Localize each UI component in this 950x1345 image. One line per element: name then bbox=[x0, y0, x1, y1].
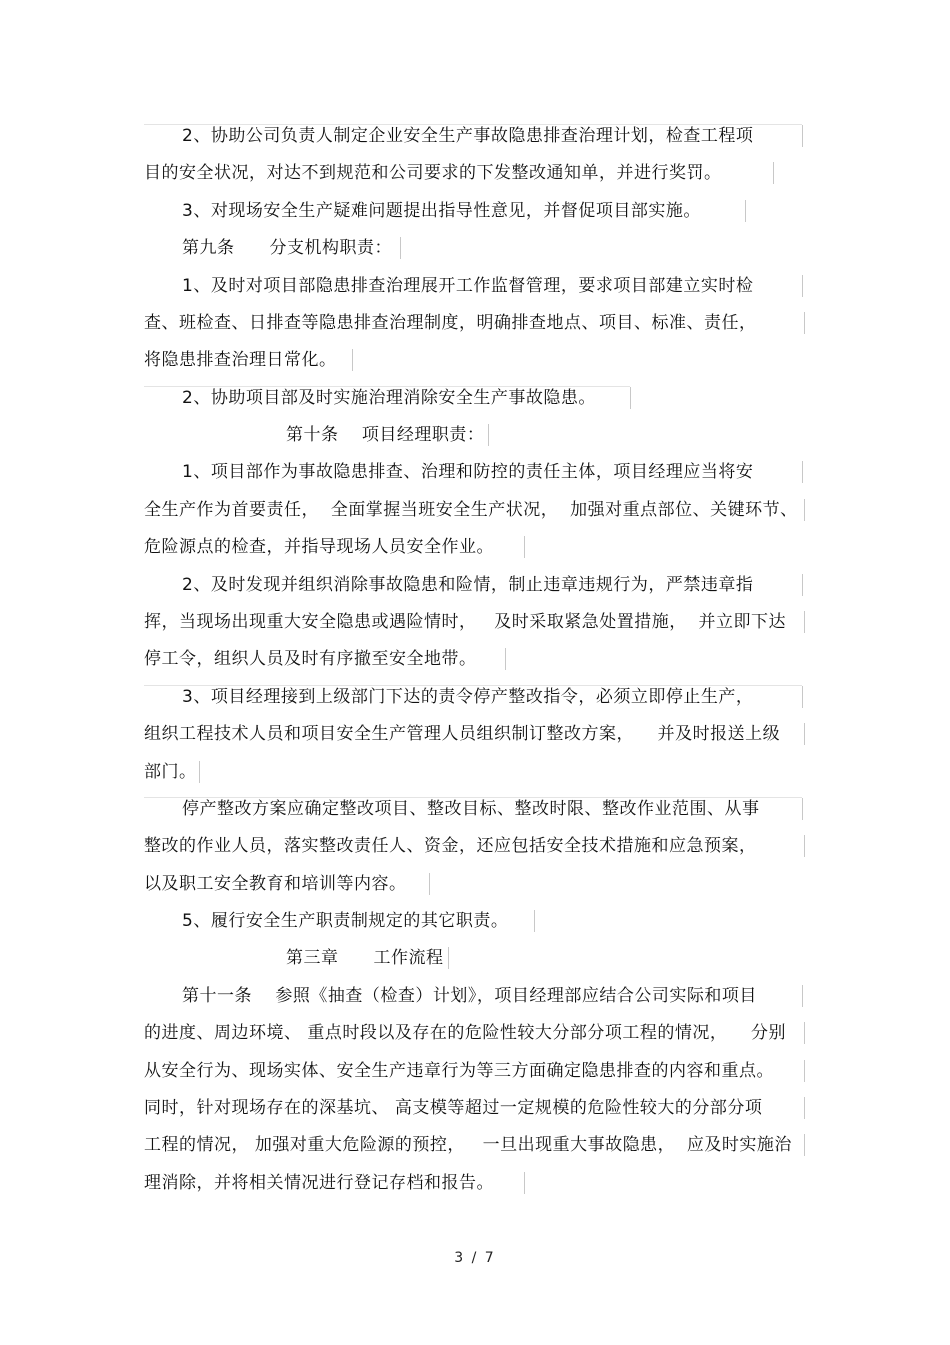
text-block-edge bbox=[804, 312, 805, 334]
text-line: 组织工程技术人员和项目安全生产管理人员组织制订整改方案， 并及时报送上级 bbox=[144, 724, 781, 744]
text-block-edge bbox=[802, 798, 803, 820]
text-line: 危险源点的检查，并指导现场人员安全作业。 bbox=[144, 537, 494, 557]
chapter-heading: 第三章 工作流程 bbox=[286, 948, 444, 968]
text-line: 停工令，组织人员及时有序撤至安全地带。 bbox=[144, 649, 477, 669]
text-line: 3、对现场安全生产疑难问题提出指导性意见，并督促项目部实施。 bbox=[182, 201, 701, 221]
section-heading: 第十条 项目经理职责： bbox=[286, 425, 485, 445]
text-line: 整改的作业人员，落实整改责任人、资金，还应包括安全技术措施和应急预案， bbox=[144, 836, 757, 856]
page-number: 3 / 7 bbox=[454, 1250, 496, 1266]
text-line: 停产整改方案应确定整改项目、整改目标、整改时限、整改作业范围、从事 bbox=[182, 799, 760, 819]
text-block-edge bbox=[400, 237, 401, 259]
text-line: 同时，针对现场存在的深基坑、 高支模等超过一定规模的危险性较大的分部分项 bbox=[144, 1098, 763, 1118]
text-line: 2、协助项目部及时实施治理消除安全生产事故隐患。 bbox=[182, 388, 596, 408]
text-line: 3、项目经理接到上级部门下达的责令停产整改指令，必须立即停止生产， bbox=[182, 687, 754, 707]
text-line: 目的安全状况，对达不到规范和公司要求的下发整改通知单，并进行奖罚。 bbox=[144, 163, 722, 183]
text-line: 理消除，并将相关情况进行登记存档和报告。 bbox=[144, 1173, 494, 1193]
text-block-top-edge bbox=[144, 386, 630, 387]
text-block-edge bbox=[804, 723, 805, 745]
text-block-edge bbox=[534, 910, 535, 932]
text-block-edge bbox=[804, 1134, 805, 1156]
text-block-edge bbox=[804, 1022, 805, 1044]
text-line: 将隐患排查治理日常化。 bbox=[144, 350, 337, 370]
text-line: 第十一条 参照《抽查（检查）计划》，项目经理部应结合公司实际和项目 bbox=[182, 986, 757, 1006]
text-line: 以及职工安全教育和培训等内容。 bbox=[144, 874, 407, 894]
text-block-edge bbox=[802, 985, 803, 1007]
text-block-edge bbox=[448, 947, 449, 969]
text-block-edge bbox=[199, 761, 200, 783]
text-block-edge bbox=[802, 686, 803, 708]
text-block-edge bbox=[804, 1060, 805, 1082]
text-line: 的进度、周边环境、 重点时段以及存在的危险性较大分部分项工程的情况， 分别 bbox=[144, 1023, 787, 1043]
text-block-top-edge bbox=[144, 797, 802, 798]
text-block-top-edge bbox=[144, 124, 802, 125]
text-line: 5、履行安全生产职责制规定的其它职责。 bbox=[182, 911, 509, 931]
text-line: 部门。 bbox=[144, 762, 197, 782]
text-line: 工程的情况， 加强对重大危险源的预控， 一旦出现重大事故隐患， 应及时实施治 bbox=[144, 1135, 792, 1155]
text-line: 从安全行为、现场实体、安全生产违章行为等三方面确定隐患排查的内容和重点。 bbox=[144, 1061, 774, 1081]
text-block-edge bbox=[488, 424, 489, 446]
text-block-edge bbox=[804, 499, 805, 521]
text-block-edge bbox=[524, 1172, 525, 1194]
text-block-edge bbox=[745, 200, 746, 222]
text-block-edge bbox=[630, 387, 631, 409]
text-block-edge bbox=[802, 125, 803, 147]
text-line: 全生产作为首要责任， 全面掌握当班安全生产状况， 加强对重点部位、关键环节、 bbox=[144, 500, 798, 520]
text-line: 查、班检查、日排查等隐患排查治理制度，明确排查地点、项目、标准、责任， bbox=[144, 313, 757, 333]
text-block-edge bbox=[524, 536, 525, 558]
text-block-edge bbox=[429, 873, 430, 895]
text-block-edge bbox=[802, 574, 803, 596]
text-block-edge bbox=[804, 611, 805, 633]
text-block-edge bbox=[802, 275, 803, 297]
text-block-edge bbox=[352, 349, 353, 371]
text-line: 1、及时对项目部隐患排查治理展开工作监督管理，要求项目部建立实时检 bbox=[182, 276, 754, 296]
section-heading: 第九条 分支机构职责： bbox=[182, 238, 392, 258]
text-line: 2、及时发现并组织消除事故隐患和险情，制止违章违规行为，严禁违章指 bbox=[182, 575, 754, 595]
text-line: 2、协助公司负责人制定企业安全生产事故隐患排查治理计划，检查工程项 bbox=[182, 126, 754, 146]
text-block-edge bbox=[804, 1097, 805, 1119]
text-block-top-edge bbox=[144, 685, 802, 686]
text-block-edge bbox=[802, 461, 803, 483]
text-block-edge bbox=[505, 648, 506, 670]
text-block-edge bbox=[804, 835, 805, 857]
text-line: 1、项目部作为事故隐患排查、治理和防控的责任主体，项目经理应当将安 bbox=[182, 462, 754, 482]
text-block-edge bbox=[773, 162, 774, 184]
text-line: 挥，当现场出现重大安全隐患或遇险情时， 及时采取紧急处置措施， 并立即下达 bbox=[144, 612, 787, 632]
